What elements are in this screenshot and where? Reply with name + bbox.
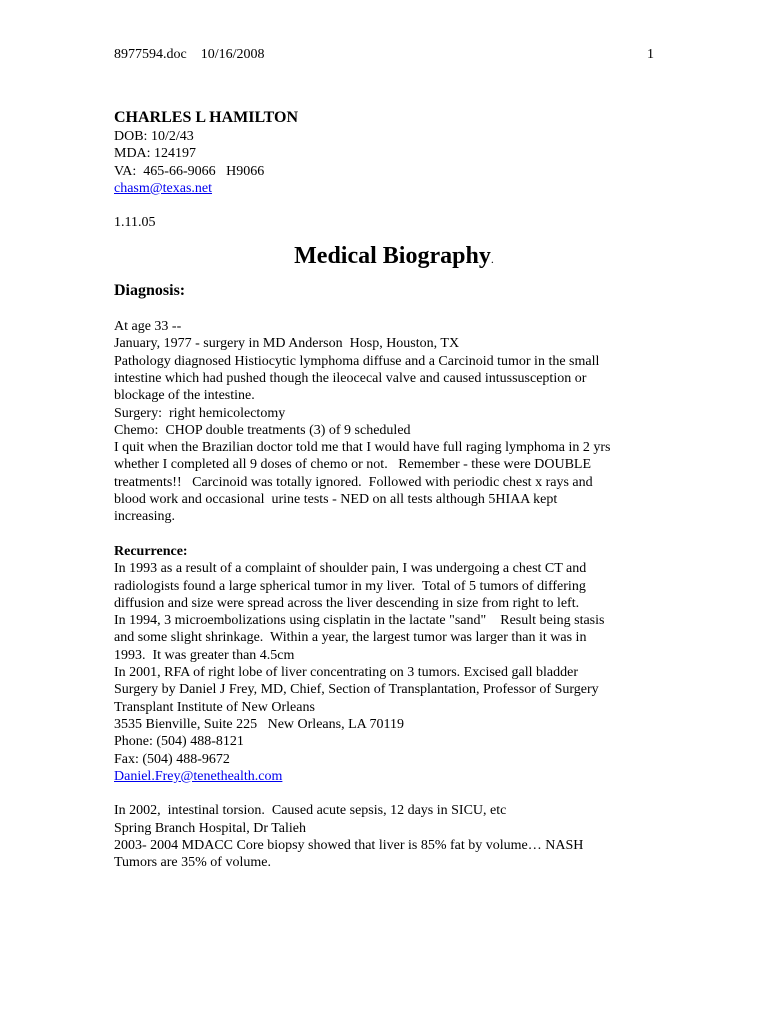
diagnosis-line: blockage of the intestine. — [114, 388, 255, 404]
patient-mda: MDA: 124197 — [114, 146, 197, 162]
diagnosis-line: whether I completed all 9 doses of chemo or not. Remember - these were DOUBLE — [114, 457, 592, 473]
diagnosis-line: Chemo: CHOP double treatments (3) of 9 scheduled — [114, 422, 411, 438]
recurrence-line: 2003- 2004 MDACC Core biopsy showed that liver is 85% fat by volume… NASH — [114, 837, 584, 853]
diagnosis-line: increasing. — [114, 509, 176, 525]
recurrence-line: Fax: (504) 488-9672 — [114, 751, 230, 767]
recurrence-line: Spring Branch Hospital, Dr Talieh — [114, 820, 307, 836]
diagnosis-line: Pathology diagnosed Histiocytic lymphoma diffuse and a Carcinoid tumor in the small — [114, 353, 600, 369]
patient-dob: DOB: 10/2/43 — [114, 129, 194, 144]
recurrence-line: diffusion and size were spread across the liver descending in size from right to left. — [114, 595, 580, 611]
diagnosis-line: Surgery: right hemicolectomy — [114, 405, 286, 421]
recurrence-heading: Recurrence: — [114, 543, 188, 559]
recurrence-line: Transplant Institute of New Orleans — [114, 699, 315, 715]
recurrence-line: 3535 Bienville, Suite 225 New Orleans, LA 70119 — [114, 716, 404, 732]
diagnosis-line: blood work and occasional urine tests - NED on all tests although 5HIAA kept — [114, 492, 558, 508]
recurrence-line: Phone: (504) 488-8121 — [114, 734, 244, 750]
title-suffix: . — [490, 251, 494, 266]
recurrence-line: Surgery by Daniel J Frey, MD, Chief, Section of Transplantation, Professor of Surgery — [114, 682, 599, 698]
diagnosis-line: intestine which had pushed though the ileocecal valve and caused intussusception or — [114, 370, 587, 386]
diagnosis-line: January, 1977 - surgery in MD Anderson Hosp, Houston, TX — [114, 336, 460, 352]
recurrence-line: Tumors are 35% of volume. — [114, 855, 271, 871]
doctor-email-link[interactable]: Daniel.Frey@tenethealth.com — [114, 768, 283, 784]
diagnosis-line: I quit when the Brazilian doctor told me that I would have full raging lymphoma in 2 yrs — [114, 440, 611, 456]
patient-email-link[interactable]: chasm@texas.net — [114, 180, 213, 196]
title-container — [114, 239, 674, 273]
header-filename-date: 8977594.doc 10/16/2008 — [114, 47, 265, 62]
recurrence-line: In 2001, RFA of right lobe of liver concentrating on 3 tumors. Excised gall bladder — [114, 665, 578, 681]
document-body — [114, 108, 674, 872]
document-date: 1.11.05 — [114, 215, 156, 231]
recurrence-line: 1993. It was greater than 4.5cm — [114, 647, 295, 663]
diagnosis-line: treatments!! Carcinoid was totally ignored. Followed with periodic chest x rays and — [114, 474, 593, 490]
recurrence-line: In 1993 as a result of a complaint of shoulder pain, I was undergoing a chest CT and — [114, 561, 587, 577]
patient-va: VA: 465-66-9066 H9066 — [114, 163, 265, 179]
recurrence-line: In 1994, 3 microembolizations using cisplatin in the lactate "sand" Result being stasis — [114, 613, 605, 629]
page-number: 1 — [647, 47, 654, 62]
diagnosis-line: At age 33 -- — [114, 319, 182, 335]
recurrence-line: and some slight shrinkage. Within a year, the largest tumor was larger than it was in — [114, 630, 587, 646]
diagnosis-heading: Diagnosis: — [114, 281, 186, 299]
recurrence-line: In 2002, intestinal torsion. Caused acute sepsis, 12 days in SICU, etc — [114, 803, 507, 819]
patient-name: CHARLES L HAMILTON — [114, 109, 299, 126]
document-title: Medical Biography — [294, 242, 491, 269]
recurrence-line: radiologists found a large spherical tumor in my liver. Total of 5 tumors of differing — [114, 578, 586, 594]
